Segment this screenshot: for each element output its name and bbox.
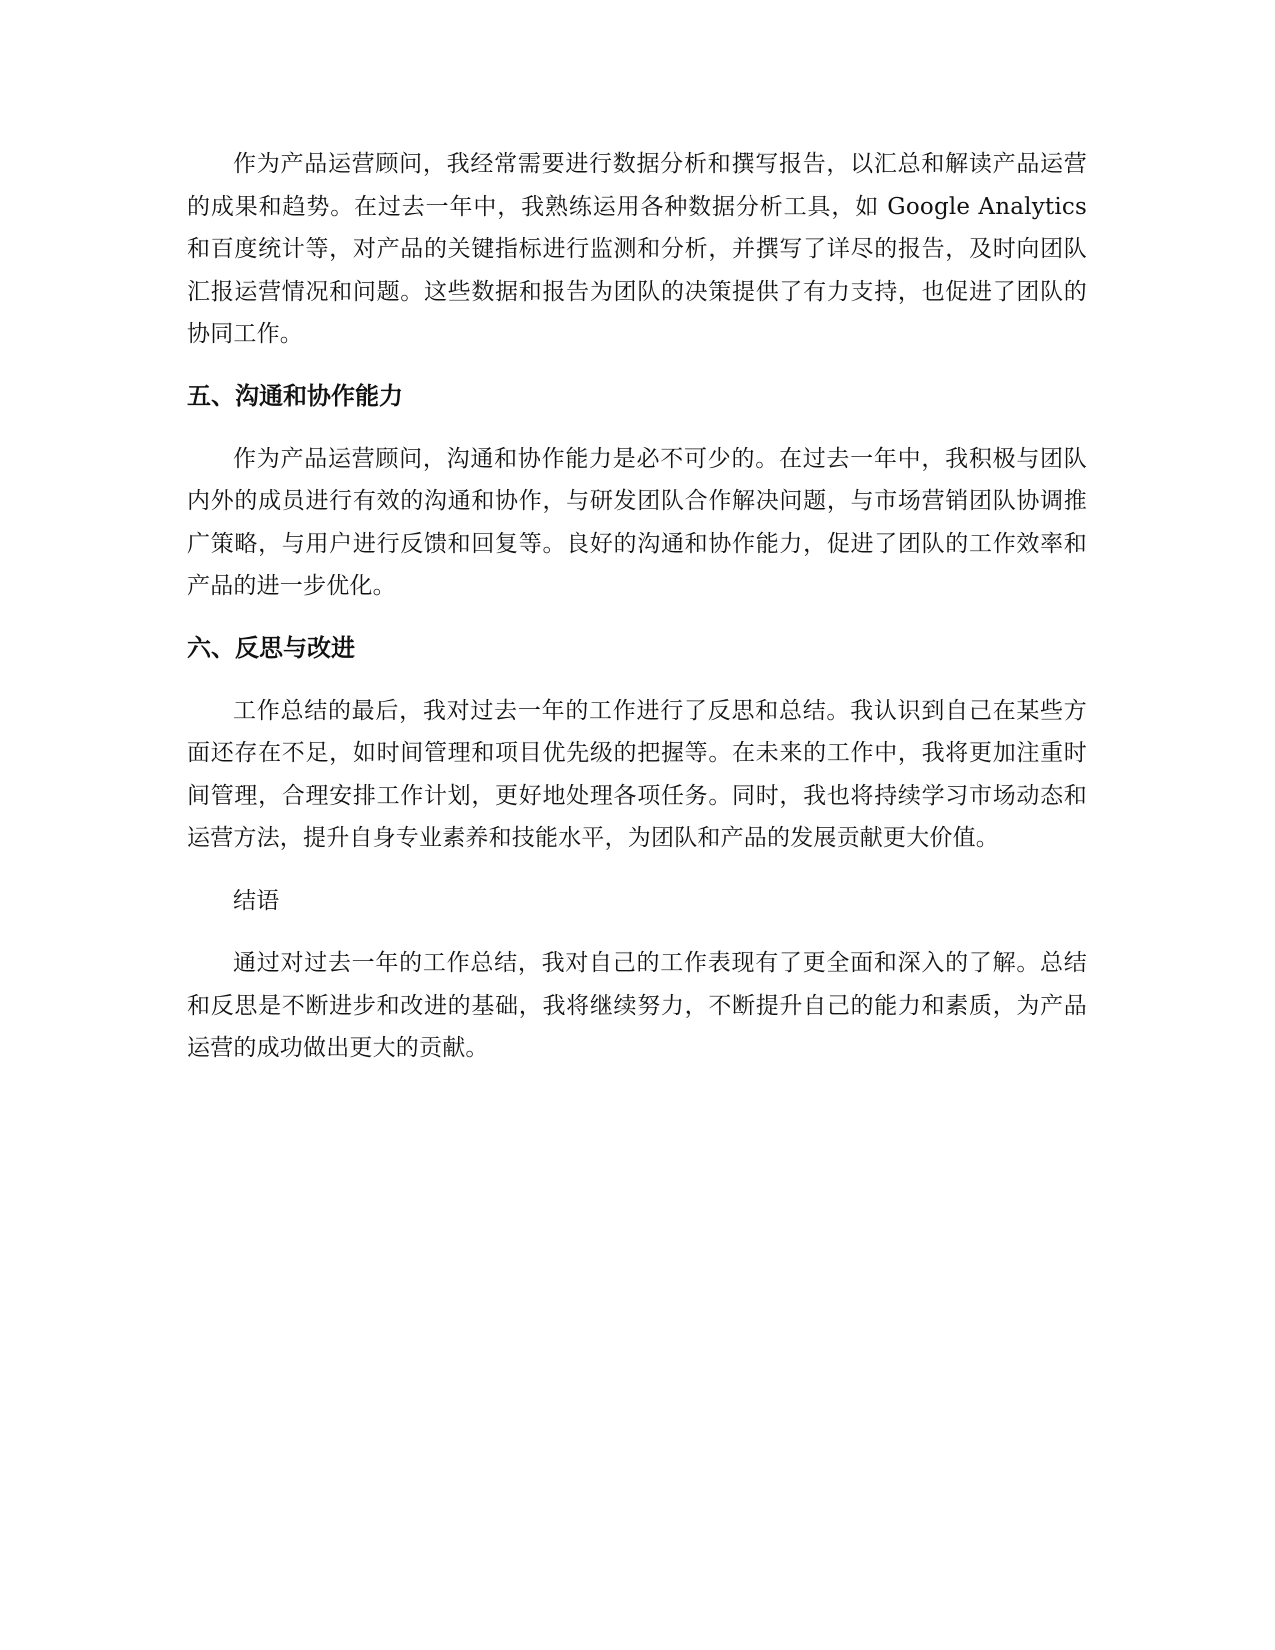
paragraph-communication: 作为产品运营顾问，沟通和协作能力是必不可少的。在过去一年中，我积极与团队内外的成员进行有效的沟通和协作，与研发团队合作解决问题，与市场营销团队协调推广策略，与用户进行反馈和回复等。良好的沟通和协作能力，促进了团队的工作效率和产品的进一步优化。 <box>187 445 1087 599</box>
paragraph-data-analysis: 作为产品运营顾问，我经常需要进行数据分析和撰写报告，以汇总和解读产品运营的成果和趋势。在过去一年中，我熟练运用各种数据分析工具，如 Google Analytics 和百度统计等，对产品的关键指标进行监测和分析，并撰写了详尽的报告，及时向团队汇报运营情况和问题。这些数据和报告为团队的决策提供了有力支持，也促进了团队的协同工作。 <box>187 151 1087 347</box>
section-heading-reflection: 六、反思与改进 <box>187 633 355 662</box>
document-body <box>187 143 1087 1090</box>
paragraph-reflection: 工作总结的最后，我对过去一年的工作进行了反思和总结。我认识到自己在某些方面还存在不足，如时间管理和项目优先级的把握等。在未来的工作中，我将更加注重时间管理，合理安排工作计划，更好地处理各项任务。同时，我也将持续学习市场动态和运营方法，提升自身专业素养和技能水平，为团队和产品的发展贡献更大价值。 <box>187 697 1087 851</box>
conclusion-title: 结语 <box>233 887 280 914</box>
paragraph-conclusion: 通过对过去一年的工作总结，我对自己的工作表现有了更全面和深入的了解。总结和反思是不断进步和改进的基础，我将继续努力，不断提升自己的能力和素质，为产品运营的成功做出更大的贡献。 <box>187 950 1087 1061</box>
section-heading-communication: 五、沟通和协作能力 <box>187 381 403 410</box>
